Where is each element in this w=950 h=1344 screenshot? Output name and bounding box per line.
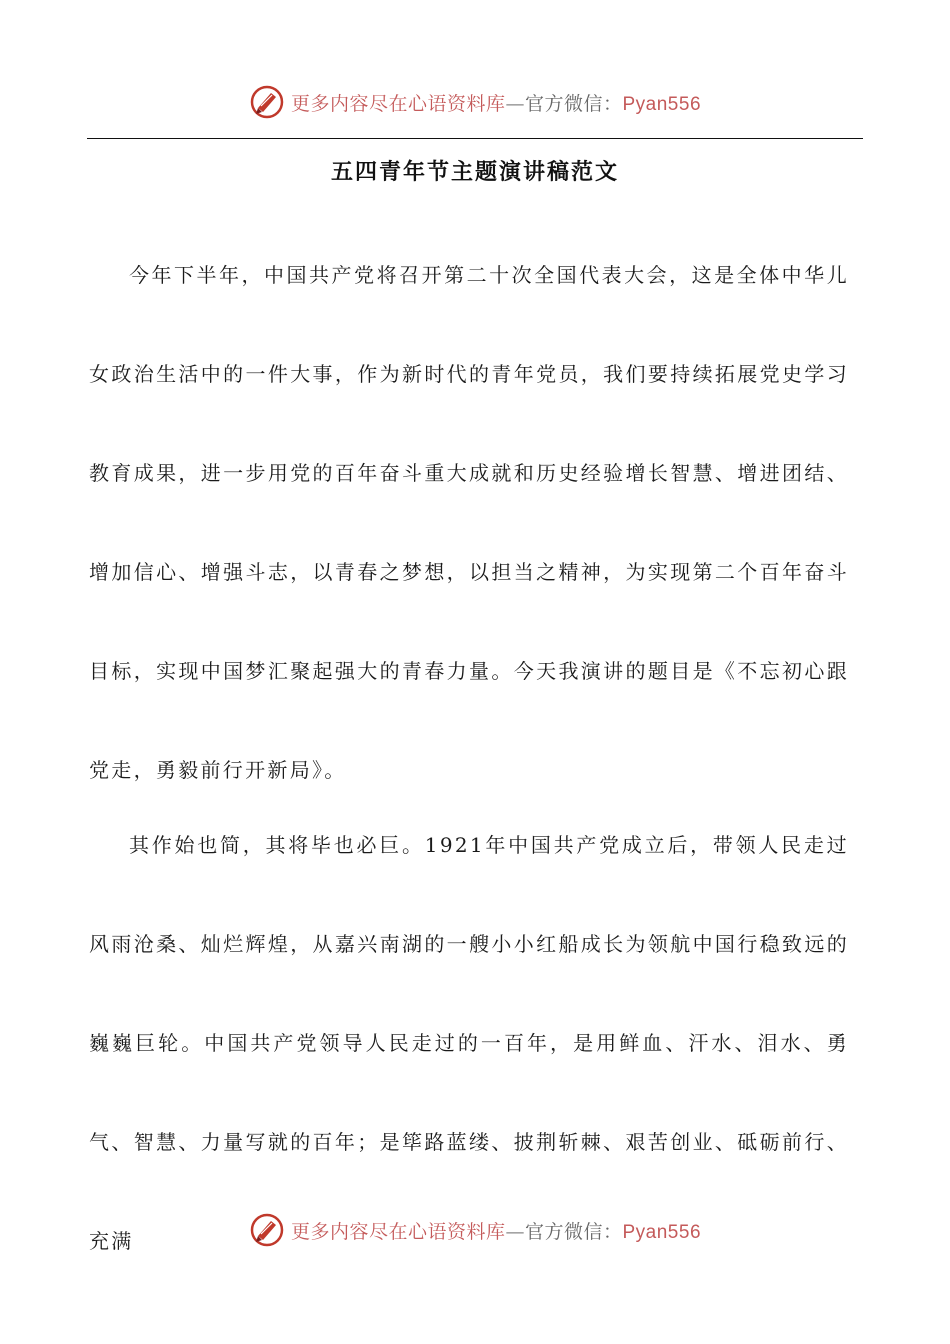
banner-text <box>291 89 701 116</box>
banner-separator: — <box>505 92 525 115</box>
pen-logo-icon <box>249 84 285 120</box>
banner-wechat-label: 官方微信： <box>524 1220 623 1243</box>
banner-separator: — <box>505 1220 525 1243</box>
paragraph-1: 今年下半年，中国共产党将召开第二十次全国代表大会，这是全体中华儿女政治生活中的一件大事，作为新时代的青年党员，我们要持续拓展党史学习教育成果，进一步用党的百年奋斗重大成就和历史经验增长智慧、增进团结、增加信心、增强斗志，以青春之梦想，以担当之精神，为实现第二个百年奋斗目标，实现中国梦汇聚起强大的青春力量。今天我演讲的题目是《不忘初心跟党走，勇毅前行开新局》。 <box>89 263 849 782</box>
document-title: 五四青年节主题演讲稿范文 <box>330 160 619 185</box>
footer-banner <box>0 1208 950 1252</box>
banner-text <box>291 1217 701 1244</box>
banner-wechat-id: Pyan556 <box>622 1221 702 1243</box>
header-divider <box>87 138 863 139</box>
pen-logo-icon <box>249 1212 285 1248</box>
banner-slogan: 更多内容尽在心语资料库 <box>290 1220 506 1243</box>
paragraph-2: 其作始也简，其将毕也必巨。1921年中国共产党成立后，带领人民走过风雨沧桑、灿烂辉煌，从嘉兴南湖的一艘小小红船成长为领航中国行稳致远的巍巍巨轮。中国共产党领导人民走过的一百年，是用鲜血、汗水、泪水、勇气、智慧、力量写就的百年；是筚路蓝缕、披荆斩棘、艰苦创业、砥砺前行、充满 <box>89 833 849 1253</box>
banner-slogan: 更多内容尽在心语资料库 <box>290 92 506 115</box>
header-banner <box>0 80 950 124</box>
banner-wechat-id: Pyan556 <box>622 93 702 115</box>
banner-wechat-label: 官方微信： <box>524 92 623 115</box>
document-body <box>89 226 849 1291</box>
